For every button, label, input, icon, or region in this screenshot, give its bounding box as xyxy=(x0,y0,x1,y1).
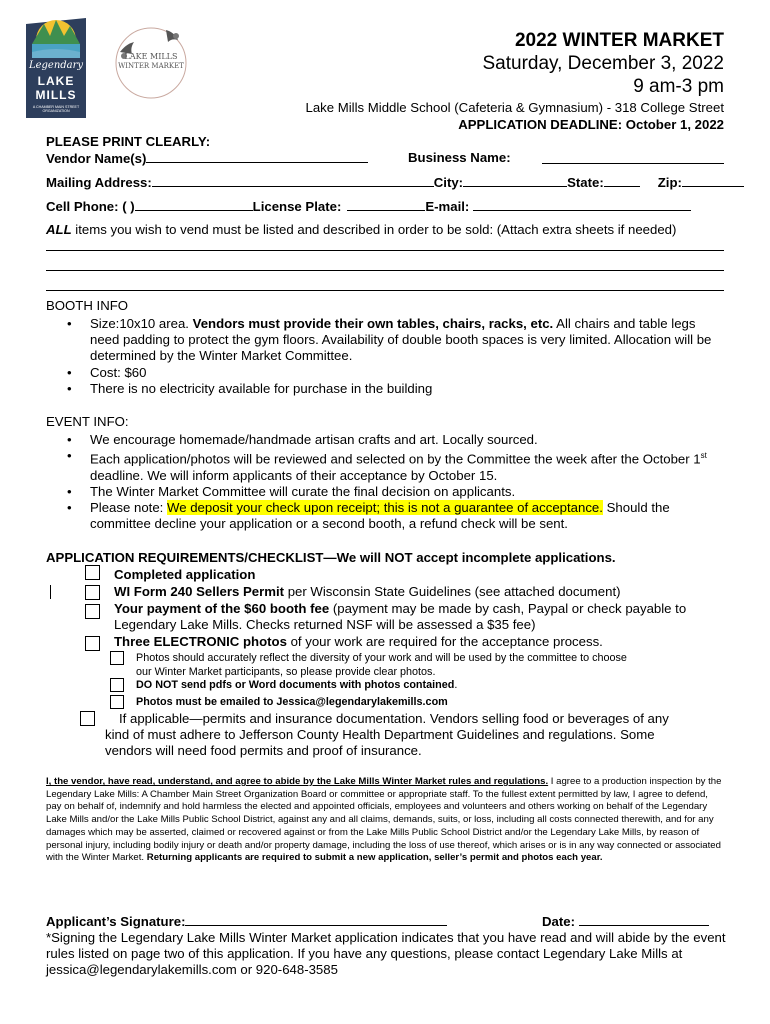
address-row xyxy=(46,174,744,190)
date-label: Date: xyxy=(542,914,575,929)
cell-phone-label: Cell Phone: ( ) xyxy=(46,199,135,214)
permits-text xyxy=(105,711,669,760)
event-info-item-3: • The Winter Market Committee will curate the final decision on applicants. xyxy=(46,484,726,500)
contact-row xyxy=(46,198,691,214)
city-label: City: xyxy=(433,175,464,190)
wi-form-240-checkbox[interactable] xyxy=(85,585,100,600)
date-row xyxy=(542,913,709,929)
permits-line-1: If applicable—permits and insurance documentation. Vendors selling food or beverages of any xyxy=(119,711,669,726)
event-info-item-1: • We encourage homemade/handmade artisan crafts and art. Locally sourced. xyxy=(46,432,726,448)
winter-market-logo xyxy=(112,24,190,102)
photos-email-checkbox[interactable] xyxy=(110,695,124,709)
booth-info-heading: BOOTH INFO xyxy=(46,298,129,313)
no-pdfs-checkbox[interactable] xyxy=(110,678,124,692)
event-location: Lake Mills Middle School (Cafeteria & Gymnasium) - 318 College Street xyxy=(305,100,724,115)
event-info-heading: EVENT INFO: xyxy=(46,414,129,429)
electronic-photos-bold: Three ELECTRONIC photos xyxy=(114,634,287,649)
wi-form-240-rest: per Wisconsin State Guidelines (see attached document) xyxy=(284,584,621,599)
email-field[interactable] xyxy=(473,198,691,211)
wi-form-240-bold: WI Form 240 Sellers Permit xyxy=(114,584,285,599)
event-title: 2022 WINTER MARKET xyxy=(514,30,724,51)
zip-label: Zip: xyxy=(657,175,682,190)
event-info-item-2-rest: deadline. We will inform applicants of their acceptance by October 15. xyxy=(90,467,498,483)
business-name-field[interactable] xyxy=(542,151,724,164)
permits-line-3: vendors will need food permits and proof of insurance. xyxy=(105,743,422,759)
booth-size-text: Size:10x10 area. xyxy=(90,316,193,331)
logo-lake-text: LAKE xyxy=(37,74,75,88)
permits-checkbox[interactable] xyxy=(80,711,95,726)
vendor-agreement-heading: I, the vendor, have read, understand, and agree to abide by the Lake Mills Winter Market rules and regulations. xyxy=(46,776,549,787)
state-field[interactable] xyxy=(604,174,640,187)
state-label: State: xyxy=(567,175,604,190)
event-info-item-4-text: Please note: xyxy=(90,500,167,516)
returning-applicants-note: Returning applicants are required to submit a new application, seller’s permit and photos each year. xyxy=(146,852,603,864)
mailing-address-field[interactable] xyxy=(152,174,434,187)
electronic-photos-label xyxy=(114,634,603,649)
photos-diversity-checkbox[interactable] xyxy=(110,651,124,665)
photos-diversity-line-1: Photos should accurately reflect the diversity of your work and will be used by the committee to choose xyxy=(136,652,627,664)
cell-phone-field[interactable] xyxy=(135,198,253,211)
vendor-names-label: Vendor Name(s) xyxy=(46,151,147,166)
zip-field[interactable] xyxy=(682,174,744,187)
license-plate-label: License Plate: xyxy=(252,199,342,214)
booth-fee-rest: (payment may be made by cash, Paypal or check payable to xyxy=(329,601,687,616)
event-info-list xyxy=(46,432,726,533)
completed-application-label: Completed application xyxy=(114,567,256,582)
permits-line-2: kind of must adhere to Jefferson County Health Department Guidelines and regulations. Some xyxy=(105,727,655,743)
items-note xyxy=(46,222,676,237)
event-info-item-2-text: Each application/photos will be reviewed and selected on by the Committee the week after the October 1 xyxy=(90,451,701,467)
photos-diversity-text xyxy=(136,652,627,679)
vendor-names-field[interactable] xyxy=(146,150,368,163)
logo-mills-text: MILLS xyxy=(35,88,77,102)
no-pdfs-text xyxy=(136,679,457,691)
signature-field[interactable] xyxy=(185,913,447,926)
city-field[interactable] xyxy=(463,174,567,187)
signature-row xyxy=(46,913,447,929)
event-info-item-2 xyxy=(46,448,726,484)
mailing-address-label: Mailing Address: xyxy=(46,175,152,190)
booth-fee-label xyxy=(114,601,686,633)
electronic-photos-checkbox[interactable] xyxy=(85,636,100,651)
application-deadline: APPLICATION DEADLINE: October 1, 2022 xyxy=(458,117,724,132)
logo-tagline-text: A CHAMBER MAIN STREET ORGANIZATION xyxy=(32,105,80,114)
booth-fee-bold: Your payment of the $60 booth fee xyxy=(114,601,330,616)
business-name-label: Business Name: xyxy=(408,150,511,165)
checklist-heading: APPLICATION REQUIREMENTS/CHECKLIST—We will NOT accept incomplete applications. xyxy=(46,550,616,565)
photos-email-text: Photos must be emailed to Jessica@legendarylakemills.com xyxy=(136,696,448,708)
winter-market-logo-line1: LAKE MILLS xyxy=(124,52,178,61)
vendor-agreement-body: I agree to a production inspection by the Legendary Lake Mills: A Chamber Main Street Organization Board or committee or appropriate staff. To the fullest extent permitted by law, I agree to defend, pay on behalf of, indemnify and hold harmless the elected and appointed officials, employees and volunteers and others working on behalf of the Legendary Lake Mills and/or the Lake Mills Public School District, against any and all claims, demands, suits, or loss, including all costs connected therewith, and for any damages which may be asserted, claimed or recovered against or from the Lake Mills Public School District and/or the Legendary Lake Mills, by reason of personal injury, including bodily injury or death and/or property damage, including the loss of use thereof, which arises or is in any way connected or associated with the Winter Market. xyxy=(46,776,722,864)
items-line-2[interactable] xyxy=(46,270,724,271)
booth-fee-rest-2: Legendary Lake Mills. Checks returned NSF will be assessed a $35 fee) xyxy=(114,617,536,633)
signature-note: *Signing the Legendary Lake Mills Winter Market application indicates that you have read and will abide by the event rules listed on page two of this application. If you have any questions, please contact Legendary Lake Mills at jessica@legendarylakemills.com or 920-648-3585 xyxy=(46,930,726,978)
items-note-text: items you wish to vend must be listed and described in order to be sold: (Attach extra sheets if needed) xyxy=(71,222,677,237)
electronic-photos-rest: of your work are required for the acceptance process. xyxy=(286,634,603,649)
completed-application-checkbox[interactable] xyxy=(85,565,100,580)
winter-market-logo-line2: WINTER MARKET xyxy=(118,62,184,70)
booth-size-rest: All chairs and table legs need padding to protect the gym floors. Availability of double booth spaces is very limited. Allocation will be determined by the Winter Market Committee. xyxy=(90,316,712,364)
text-cursor xyxy=(50,585,51,599)
booth-info-list xyxy=(46,316,726,397)
items-line-3[interactable] xyxy=(46,290,724,291)
booth-size-item xyxy=(46,316,726,365)
booth-electricity-item: • There is no electricity available for purchase in the building xyxy=(46,381,726,397)
date-field[interactable] xyxy=(579,913,709,926)
photos-diversity-line-2: our Winter Market participants, so please provide clear photos. xyxy=(136,665,436,678)
email-label: E-mail: xyxy=(425,199,470,214)
booth-fee-checkbox[interactable] xyxy=(85,604,100,619)
event-info-item-4 xyxy=(46,500,726,532)
wi-form-240-label xyxy=(114,584,621,599)
event-info-item-2-sup: st xyxy=(700,451,707,461)
event-date: Saturday, December 3, 2022 xyxy=(482,53,724,74)
print-clearly-label: PLEASE PRINT CLEARLY: xyxy=(46,134,211,149)
license-plate-field[interactable] xyxy=(347,198,425,211)
legendary-lake-mills-logo xyxy=(22,14,90,122)
items-note-all: ALL xyxy=(46,222,72,237)
items-line-1[interactable] xyxy=(46,250,724,251)
booth-size-bold: Vendors must provide their own tables, chairs, racks, etc. xyxy=(192,316,554,331)
booth-cost-item: • Cost: $60 xyxy=(46,365,726,381)
vendor-names-row xyxy=(46,150,368,166)
deposit-notice-highlight: We deposit your check upon receipt; this is not a guarantee of acceptance. xyxy=(166,500,603,516)
signature-label: Applicant’s Signature: xyxy=(46,914,186,929)
event-time: 9 am-3 pm xyxy=(633,76,724,97)
no-pdfs-bold: DO NOT send pdfs or Word documents with photos contained xyxy=(136,679,455,691)
event-info-item-4-rest: Should the committee decline your application or a second booth, a refund check will be sent. xyxy=(90,500,670,532)
vendor-agreement xyxy=(46,776,726,865)
logo-legendary-text: Legendary xyxy=(28,60,84,71)
no-pdfs-period: . xyxy=(454,679,458,691)
